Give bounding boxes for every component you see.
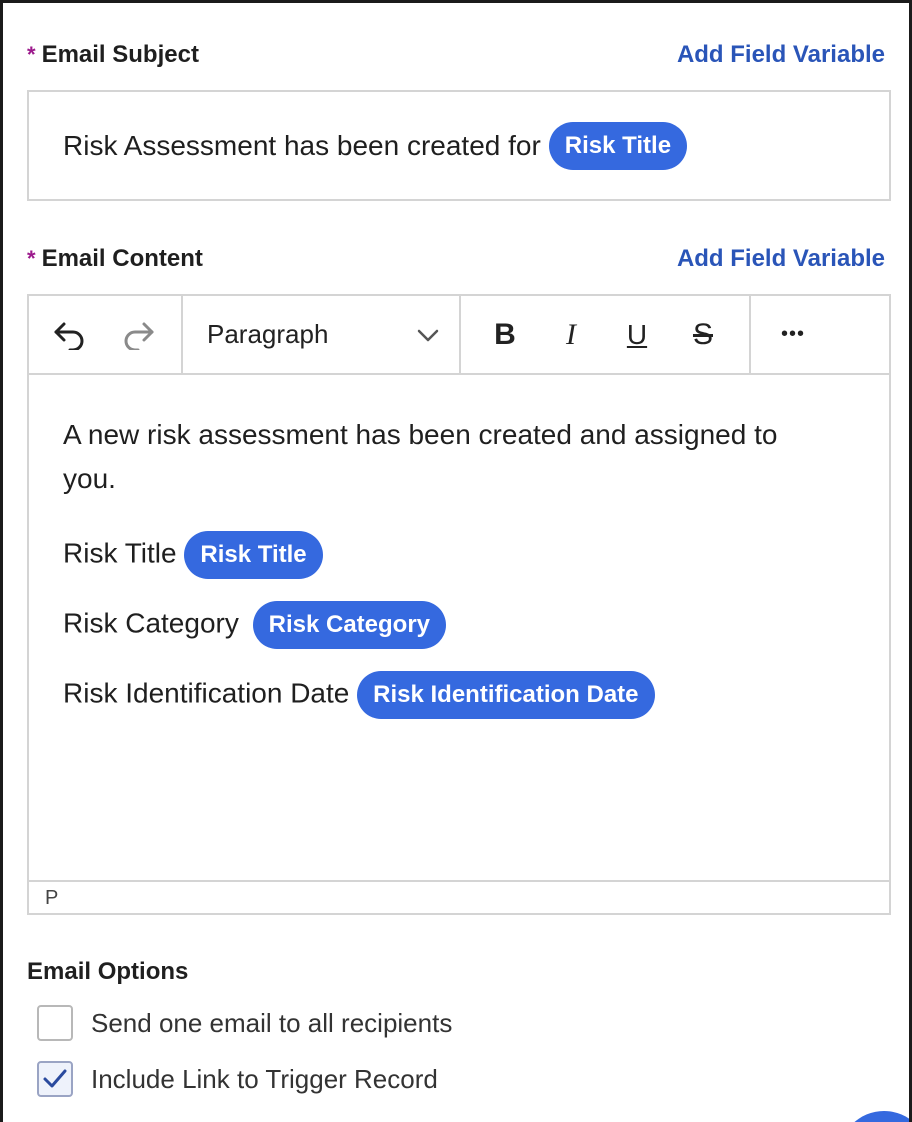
- line-label: Risk Identification Date: [63, 677, 350, 709]
- history-group: [29, 296, 183, 373]
- content-label: * Email Content: [27, 245, 203, 272]
- format-group: [183, 296, 461, 373]
- subject-label: * Email Subject: [27, 41, 199, 68]
- send-one-email-checkbox[interactable]: [37, 1005, 73, 1041]
- subject-text: Risk Assessment has been created for: [63, 129, 541, 161]
- more-options-icon[interactable]: •••: [780, 323, 805, 345]
- variable-pill[interactable]: Risk Identification Date: [357, 671, 654, 719]
- variable-pill[interactable]: Risk Category: [253, 601, 446, 649]
- content-line-risk-category: [63, 601, 855, 649]
- option-send-one-email[interactable]: [37, 1005, 452, 1041]
- subject-header: [27, 39, 885, 71]
- floating-action-button[interactable]: [839, 1111, 912, 1122]
- content-line-risk-title: [63, 531, 855, 579]
- element-path: P: [45, 887, 59, 909]
- rich-text-editor: [27, 294, 891, 915]
- option-include-link[interactable]: [37, 1061, 438, 1097]
- redo-icon[interactable]: [111, 307, 167, 363]
- required-marker: *: [27, 246, 36, 271]
- editor-statusbar: [29, 880, 889, 915]
- subject-add-field-variable-link[interactable]: Add Field Variable: [676, 41, 885, 68]
- italic-button[interactable]: I: [566, 317, 576, 351]
- include-link-checkbox[interactable]: [37, 1061, 73, 1097]
- editor-toolbar: [29, 296, 889, 375]
- more-group: [751, 296, 821, 373]
- required-marker: *: [27, 42, 36, 67]
- variable-pill[interactable]: Risk Title: [184, 531, 322, 579]
- subject-input[interactable]: [27, 90, 891, 201]
- subject-variable-pill[interactable]: Risk Title: [549, 122, 687, 170]
- strikethrough-button[interactable]: S: [692, 317, 713, 351]
- option-label: Send one email to all recipients: [91, 1007, 453, 1038]
- line-label: Risk Category: [63, 607, 239, 639]
- bold-button[interactable]: B: [494, 317, 516, 351]
- checkmark-icon: [42, 1068, 68, 1090]
- line-label: Risk Title: [63, 537, 177, 569]
- email-options-title: Email Options: [27, 958, 189, 985]
- text-style-group: [461, 296, 751, 373]
- content-line-risk-identification-date: [63, 671, 855, 719]
- content-header: [27, 243, 885, 275]
- editor-content-area[interactable]: [29, 375, 889, 880]
- option-label: Include Link to Trigger Record: [91, 1063, 438, 1094]
- underline-button[interactable]: U: [626, 318, 648, 350]
- paragraph-format-select[interactable]: [183, 296, 459, 373]
- format-value: Paragraph: [207, 319, 329, 349]
- content-add-field-variable-link[interactable]: Add Field Variable: [676, 245, 885, 272]
- content-intro: A new risk assessment has been created and assigned to you.: [63, 419, 778, 494]
- undo-icon[interactable]: [41, 307, 97, 363]
- chevron-down-icon: [417, 319, 439, 350]
